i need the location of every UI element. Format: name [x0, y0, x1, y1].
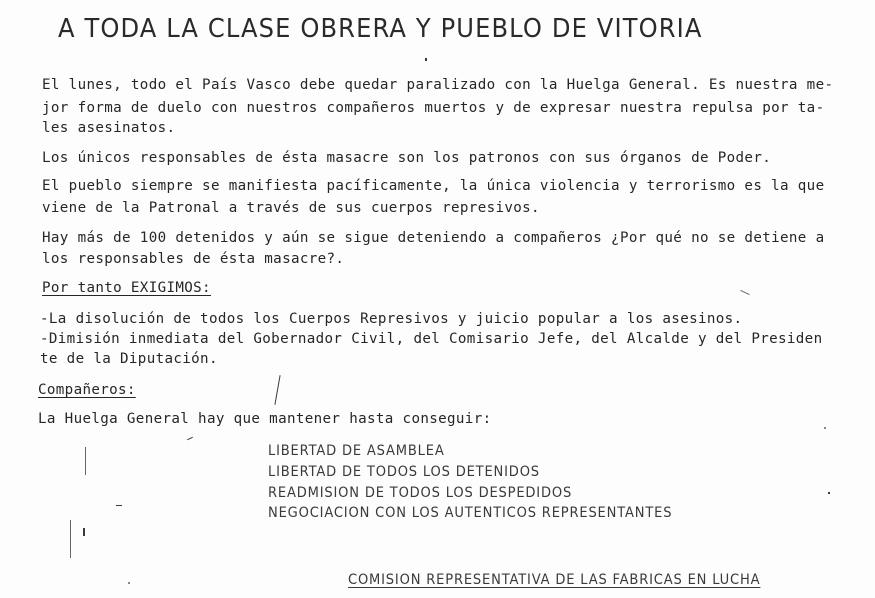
demand-2-line-2: te de la Diputación. — [40, 351, 218, 367]
strike-goal-3: READMISION DE TODOS LOS DESPEDIDOS — [268, 485, 573, 501]
paragraph-3-line-1: El pueblo siempre se manifiesta pacíficamente, la única violencia y terrorismo es la que — [42, 178, 825, 194]
scan-mark — [425, 58, 427, 61]
scan-mark — [828, 492, 830, 494]
scan-mark — [740, 290, 749, 295]
comrades-heading: Compañeros: — [38, 382, 136, 398]
paragraph-1-line-2: jor forma de duelo con nuestros compañeros muertos y de expresar nuestra repulsa por ta- — [42, 100, 825, 116]
scan-mark — [824, 427, 826, 429]
signature: COMISION REPRESENTATIVA DE LAS FABRICAS EN LUCHA — [348, 572, 761, 588]
scan-mark — [128, 582, 130, 584]
scan-mark — [274, 375, 280, 405]
strike-intro: La Huelga General hay que mantener hasta conseguir: — [38, 411, 492, 427]
scan-mark — [70, 520, 71, 558]
demand-2-line-1: -Dimisión inmediata del Gobernador Civil, del Comisario Jefe, del Alcalde y del Presiden — [40, 331, 823, 347]
paragraph-4-line-1: Hay más de 100 detenidos y aún se sigue deteniendo a compañeros ¿Por qué no se detiene a — [42, 230, 825, 246]
paragraph-2-line-1: Los únicos responsables de ésta masacre son los patronos con sus órganos de Poder. — [42, 150, 772, 166]
paragraph-3-line-2: viene de la Patronal a través de sus cuerpos represivos. — [42, 200, 540, 216]
scan-mark — [116, 505, 122, 506]
scan-mark — [187, 437, 193, 440]
document-title: A TODA LA CLASE OBRERA Y PUEBLO DE VITORIA — [58, 14, 703, 44]
scan-mark — [85, 447, 86, 475]
strike-goal-1: LIBERTAD DE ASAMBLEA — [268, 443, 445, 459]
paragraph-1-line-1: El lunes, todo el País Vasco debe quedar paralizado con la Huelga General. Es nuestra me- — [42, 77, 834, 93]
strike-goal-2: LIBERTAD DE TODOS LOS DETENIDOS — [268, 464, 540, 480]
demands-heading: Por tanto EXIGIMOS: — [42, 280, 211, 296]
paragraph-4-line-2: los responsables de ésta masacre?. — [42, 251, 345, 267]
scan-mark — [83, 528, 85, 536]
paragraph-1-line-3: les asesinatos. — [42, 120, 176, 136]
demand-1-line-1: -La disolución de todos los Cuerpos Represivos y juicio popular a los asesinos. — [40, 311, 743, 327]
strike-goal-4: NEGOCIACION CON LOS AUTENTICOS REPRESENTANTES — [268, 505, 673, 521]
